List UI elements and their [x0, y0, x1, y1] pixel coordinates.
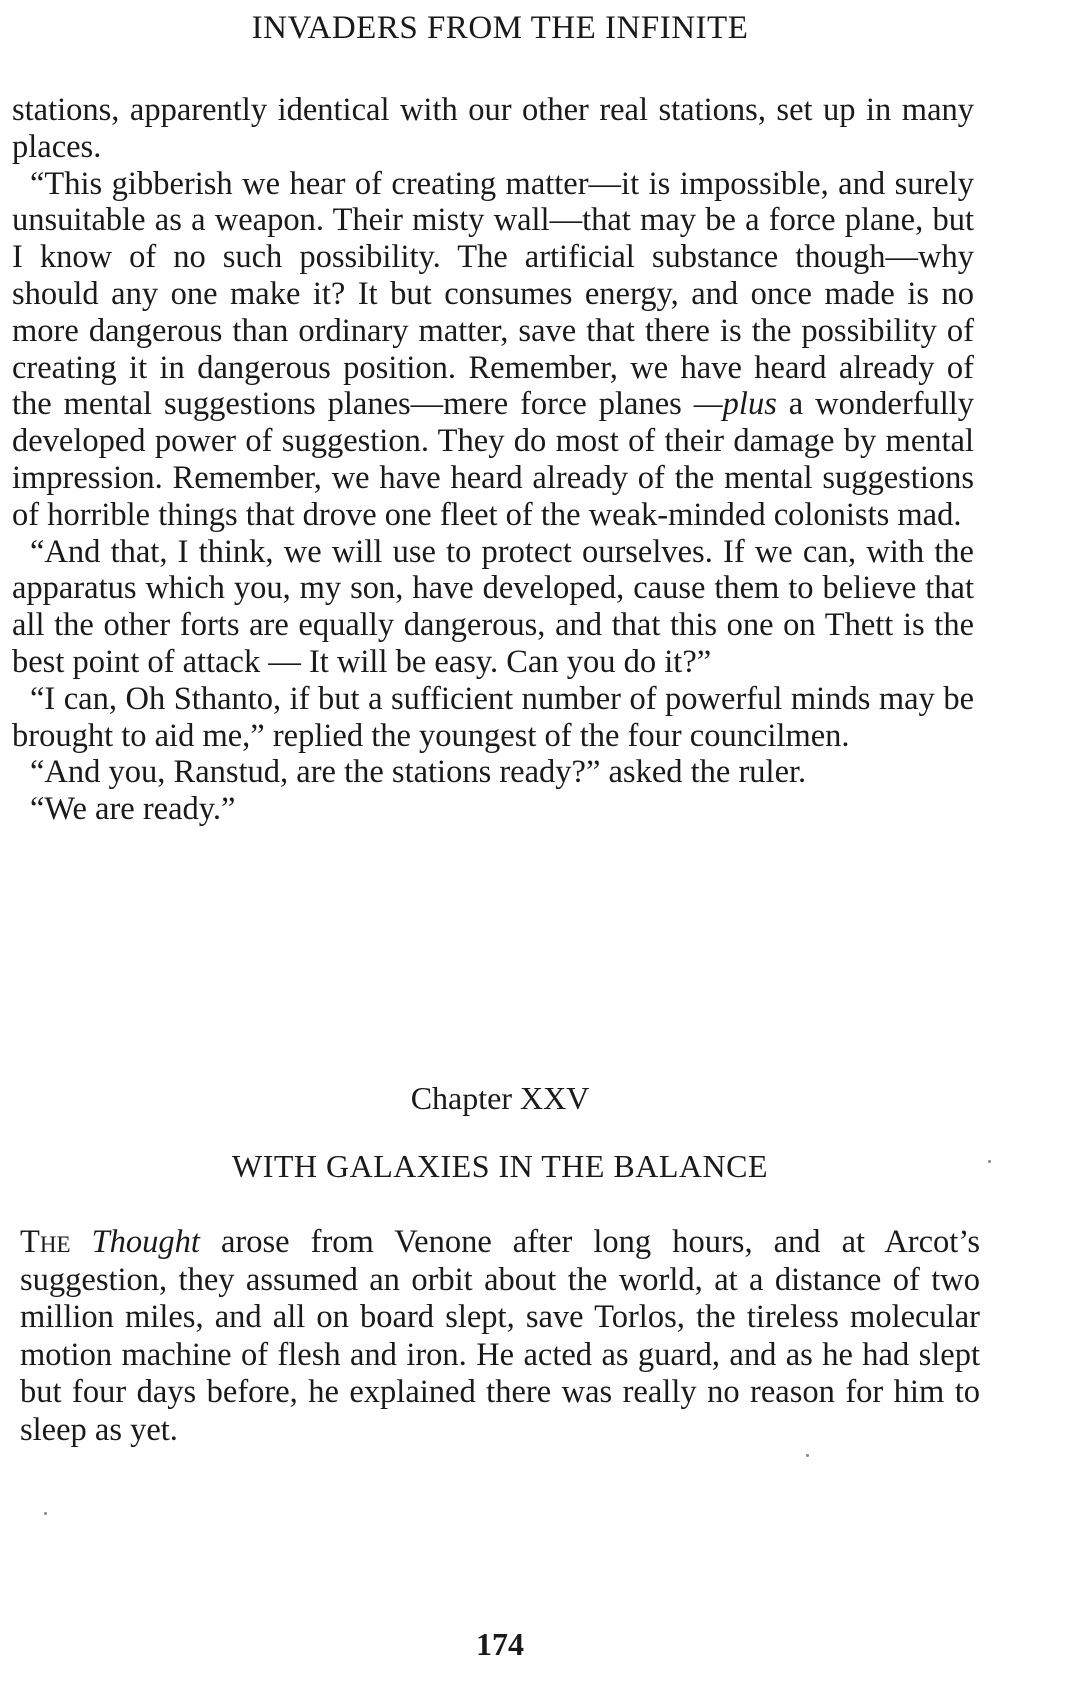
opening-rest: arose from Venone after long hours, and at Arcot’s suggestion, they assumed an orbit about the world, at a distance of two million miles, and all on board slept, save Torlos, the tireless molecular motion machine of flesh and iron. He acted as guard, and as he had slept but four days before, he explained there was really no reason for him to sleep as yet. [20, 1224, 981, 1448]
paragraph-we-are-ready: “We are ready.” [30, 791, 236, 828]
italic-plus: —plus [693, 386, 777, 423]
paragraph-ranstud-question: “And you, Ranstud, are the stations ready?” asked the ruler. [30, 754, 807, 791]
paragraph-continuation: stations, apparently identical with our other real stations, set up in many places. [12, 92, 974, 165]
ship-name: Thought [91, 1224, 200, 1260]
paragraph-protect-ourselves: “And that, I think, we will use to protect ourselves. If we can, with the apparatus which you, my son, have developed, cause them to believe that all the other forts are equally dangerous, and that this one on Thett is the best point of attack — It will be easy. Can you do it?” [12, 533, 974, 680]
paragraph-councilman-reply: “I can, Oh Sthanto, if but a sufficient number of powerful minds may be brought to aid me,” replied the youngest of the four councilmen. [12, 680, 974, 754]
page-number: 174 [476, 1626, 524, 1662]
opening-word: The [20, 1224, 71, 1260]
speech-part-1: “This gibberish we hear of creating matter—it is impossible, and surely unsuitable as a weapon. Their misty wall—that may be a force plane, but I know of no such possibility. The artificial substance though—why should any one make it? It but consumes energy, and once made is no more dangerous than ordinary matter, save that there is the possibility of creating it in dangerous position. Remember, we have heard already of the mental suggestions planes—mere force planes [12, 165, 974, 423]
chapter-number: Chapter XXV [410, 1080, 590, 1116]
running-head: INVADERS FROM THE INFINITE [251, 10, 749, 46]
chapter-text [20, 1224, 980, 1449]
opening-text [12, 92, 974, 828]
scan-speck [988, 1160, 991, 1163]
chapter-opening-paragraph [20, 1224, 980, 1449]
scan-speck [806, 1454, 809, 1457]
scan-speck [44, 1512, 47, 1515]
speech-part-2: a wonderfully developed power of suggestion. They do most of their damage by mental impression. Remember, we have heard already of the mental suggestions of horrible things that drove one fleet of the weak-minded colonists mad. [12, 386, 975, 533]
chapter-title: WITH GALAXIES IN THE BALANCE [232, 1148, 768, 1184]
paragraph-sthanto-speech [12, 166, 974, 534]
